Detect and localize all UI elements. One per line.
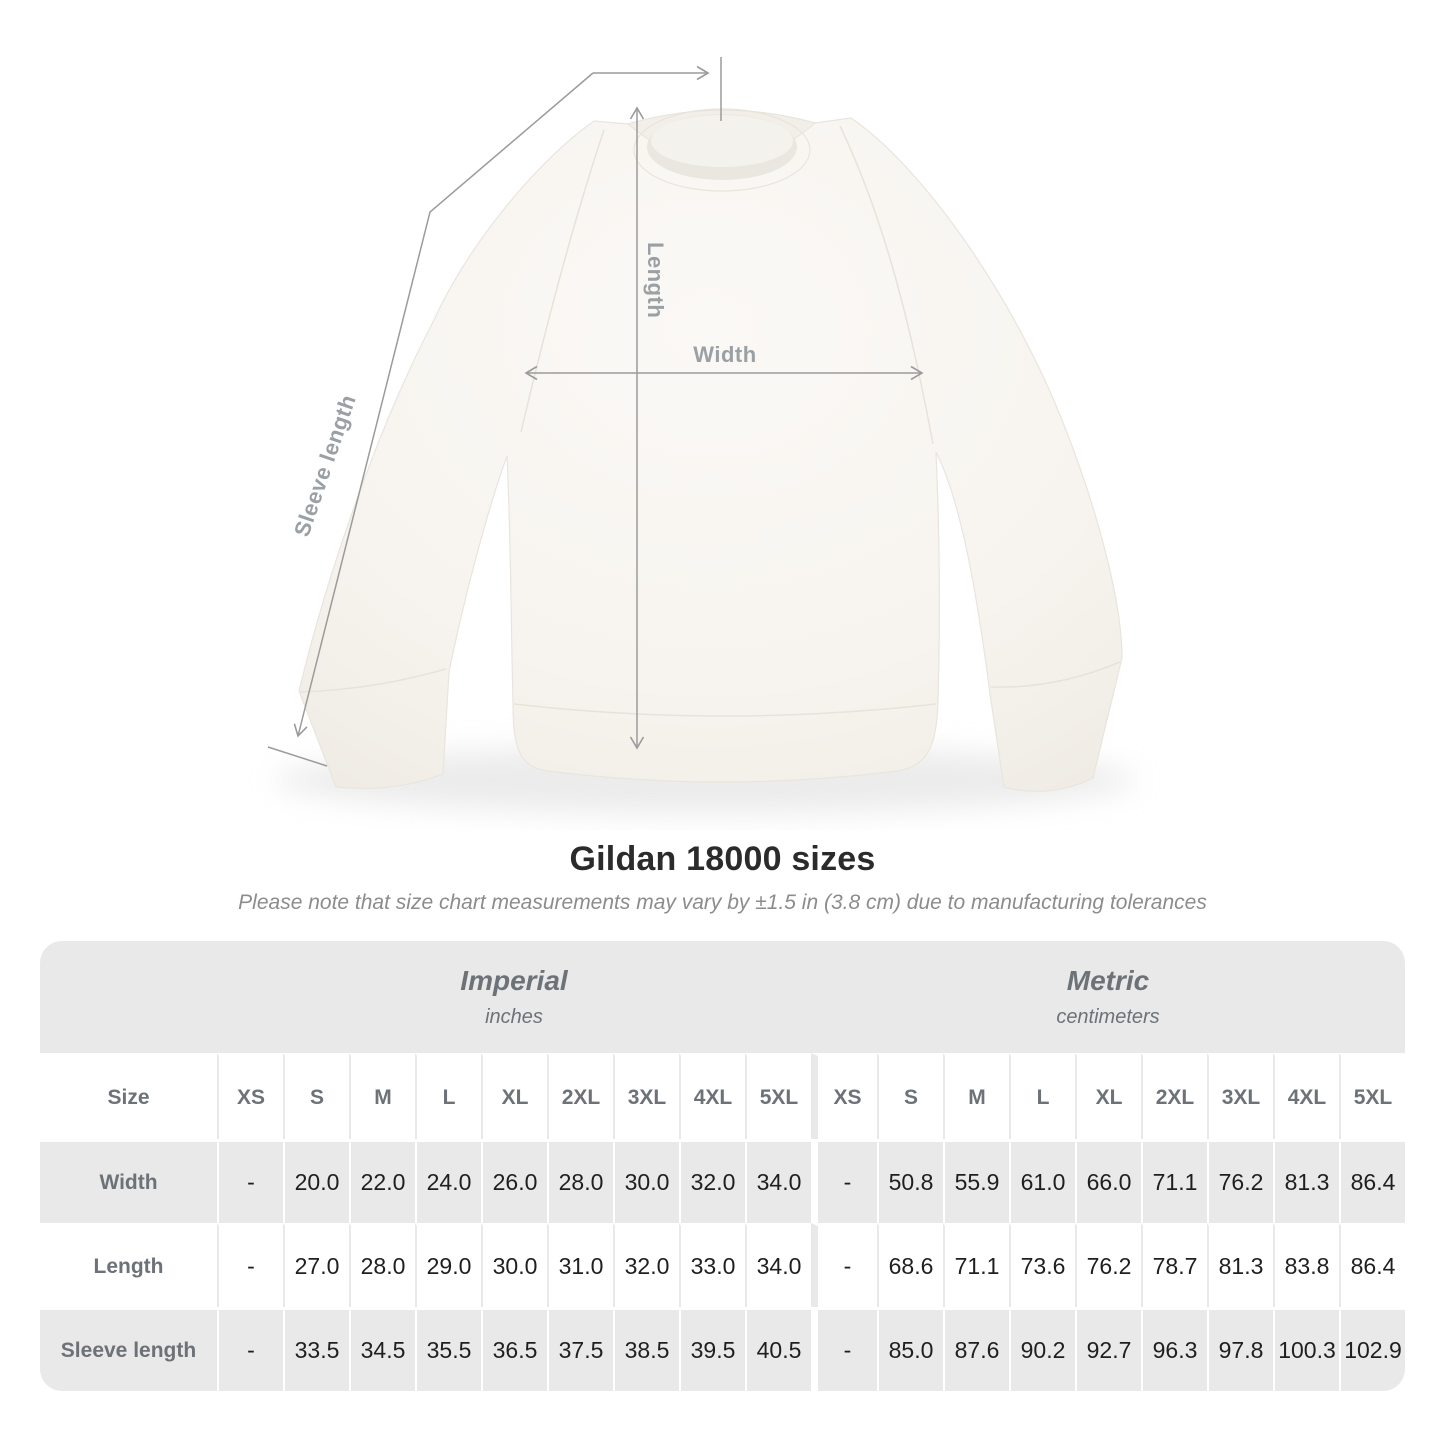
sleeve-length-imperial-xl: 36.5	[481, 1307, 547, 1391]
size-col-imperial-3xl: 3XL	[613, 1053, 679, 1139]
size-table-body	[40, 1139, 1405, 1391]
length-metric-4xl: 83.8	[1273, 1223, 1339, 1307]
size-col-imperial-5xl: 5XL	[745, 1053, 811, 1139]
measurement-row-sleeve-length	[40, 1307, 1405, 1391]
metric-unit: centimeters	[1056, 1006, 1160, 1028]
length-imperial-3xl: 32.0	[613, 1223, 679, 1307]
width-metric-3xl: 76.2	[1207, 1139, 1273, 1223]
tolerance-note: Please note that size chart measurements may vary by ±1.5 in (3.8 cm) due to manufacturing tolerances	[238, 891, 1207, 914]
row-label-sleeve-length: Sleeve length	[40, 1307, 217, 1391]
width-metric-l: 61.0	[1009, 1139, 1075, 1223]
width-imperial-xs: -	[217, 1139, 283, 1223]
length-imperial-4xl: 33.0	[679, 1223, 745, 1307]
width-imperial-m: 22.0	[349, 1139, 415, 1223]
sleeve-length-metric-3xl: 97.8	[1207, 1307, 1273, 1391]
length-label: Length	[643, 242, 668, 319]
sleeve-end-tick	[268, 747, 327, 766]
length-imperial-5xl: 34.0	[745, 1223, 811, 1307]
length-imperial-xs: -	[217, 1223, 283, 1307]
page-title: Gildan 18000 sizes	[569, 840, 876, 878]
width-imperial-3xl: 30.0	[613, 1139, 679, 1223]
size-header-row	[40, 1053, 1405, 1139]
length-metric-xl: 76.2	[1075, 1223, 1141, 1307]
size-col-metric-m: M	[943, 1053, 1009, 1139]
size-col-metric-xl: XL	[1075, 1053, 1141, 1139]
sleeve-length-imperial-m: 34.5	[349, 1307, 415, 1391]
sleeve-length-metric-5xl: 102.9	[1339, 1307, 1405, 1391]
sleeve-length-metric-s: 85.0	[877, 1307, 943, 1391]
row-label-length: Length	[40, 1223, 217, 1307]
size-col-metric-3xl: 3XL	[1207, 1053, 1273, 1139]
sleeve-length-imperial-s: 33.5	[283, 1307, 349, 1391]
width-metric-xs: -	[811, 1139, 877, 1223]
size-col-metric-s: S	[877, 1053, 943, 1139]
collar-inside-back	[651, 115, 793, 167]
measurement-row-length	[40, 1223, 1405, 1307]
sleeve-length-imperial-l: 35.5	[415, 1307, 481, 1391]
size-col-imperial-4xl: 4XL	[679, 1053, 745, 1139]
sleeve-length-metric-2xl: 96.3	[1141, 1307, 1207, 1391]
unit-group-imperial	[217, 941, 811, 1053]
length-metric-m: 71.1	[943, 1223, 1009, 1307]
sleeve-length-imperial-xs: -	[217, 1307, 283, 1391]
width-metric-5xl: 86.4	[1339, 1139, 1405, 1223]
length-imperial-2xl: 31.0	[547, 1223, 613, 1307]
size-col-metric-4xl: 4XL	[1273, 1053, 1339, 1139]
size-col-imperial-s: S	[283, 1053, 349, 1139]
imperial-unit: inches	[485, 1006, 543, 1028]
sleeve-length-imperial-4xl: 39.5	[679, 1307, 745, 1391]
size-chart-table	[40, 941, 1405, 1391]
length-imperial-s: 27.0	[283, 1223, 349, 1307]
size-col-imperial-xl: XL	[481, 1053, 547, 1139]
length-metric-xs: -	[811, 1223, 877, 1307]
size-column-header: Size	[40, 1053, 217, 1139]
width-metric-m: 55.9	[943, 1139, 1009, 1223]
length-metric-5xl: 86.4	[1339, 1223, 1405, 1307]
size-chart	[40, 941, 1405, 1391]
size-col-metric-2xl: 2XL	[1141, 1053, 1207, 1139]
width-metric-xl: 66.0	[1075, 1139, 1141, 1223]
width-imperial-xl: 26.0	[481, 1139, 547, 1223]
size-col-imperial-l: L	[415, 1053, 481, 1139]
unit-group-spacer	[40, 941, 217, 1053]
width-label: Width	[693, 342, 757, 367]
sleeve-length-imperial-5xl: 40.5	[745, 1307, 811, 1391]
size-col-metric-l: L	[1009, 1053, 1075, 1139]
length-imperial-m: 28.0	[349, 1223, 415, 1307]
unit-group-metric	[811, 941, 1405, 1053]
sleeve-length-metric-l: 90.2	[1009, 1307, 1075, 1391]
size-col-imperial-m: M	[349, 1053, 415, 1139]
sleeve-length-imperial-3xl: 38.5	[613, 1307, 679, 1391]
sweatshirt-body	[299, 110, 1122, 791]
length-metric-3xl: 81.3	[1207, 1223, 1273, 1307]
sleeve-length-metric-m: 87.6	[943, 1307, 1009, 1391]
sleeve-length-label: Sleeve length	[288, 391, 361, 540]
sleeve-length-metric-xs: -	[811, 1307, 877, 1391]
length-imperial-l: 29.0	[415, 1223, 481, 1307]
width-imperial-s: 20.0	[283, 1139, 349, 1223]
length-imperial-xl: 30.0	[481, 1223, 547, 1307]
size-col-imperial-2xl: 2XL	[547, 1053, 613, 1139]
unit-group-row	[40, 941, 1405, 1053]
length-metric-l: 73.6	[1009, 1223, 1075, 1307]
metric-label: Metric	[1066, 965, 1150, 996]
sleeve-length-metric-4xl: 100.3	[1273, 1307, 1339, 1391]
measurement-row-width	[40, 1139, 1405, 1223]
width-metric-2xl: 71.1	[1141, 1139, 1207, 1223]
width-imperial-4xl: 32.0	[679, 1139, 745, 1223]
width-imperial-2xl: 28.0	[547, 1139, 613, 1223]
sleeve-length-metric-xl: 92.7	[1075, 1307, 1141, 1391]
row-label-width: Width	[40, 1139, 217, 1223]
width-imperial-l: 24.0	[415, 1139, 481, 1223]
size-col-metric-5xl: 5XL	[1339, 1053, 1405, 1139]
size-col-imperial-xs: XS	[217, 1053, 283, 1139]
size-col-metric-xs: XS	[811, 1053, 877, 1139]
length-metric-s: 68.6	[877, 1223, 943, 1307]
length-metric-2xl: 78.7	[1141, 1223, 1207, 1307]
width-metric-s: 50.8	[877, 1139, 943, 1223]
sleeve-length-imperial-2xl: 37.5	[547, 1307, 613, 1391]
width-metric-4xl: 81.3	[1273, 1139, 1339, 1223]
width-imperial-5xl: 34.0	[745, 1139, 811, 1223]
imperial-label: Imperial	[460, 965, 568, 996]
